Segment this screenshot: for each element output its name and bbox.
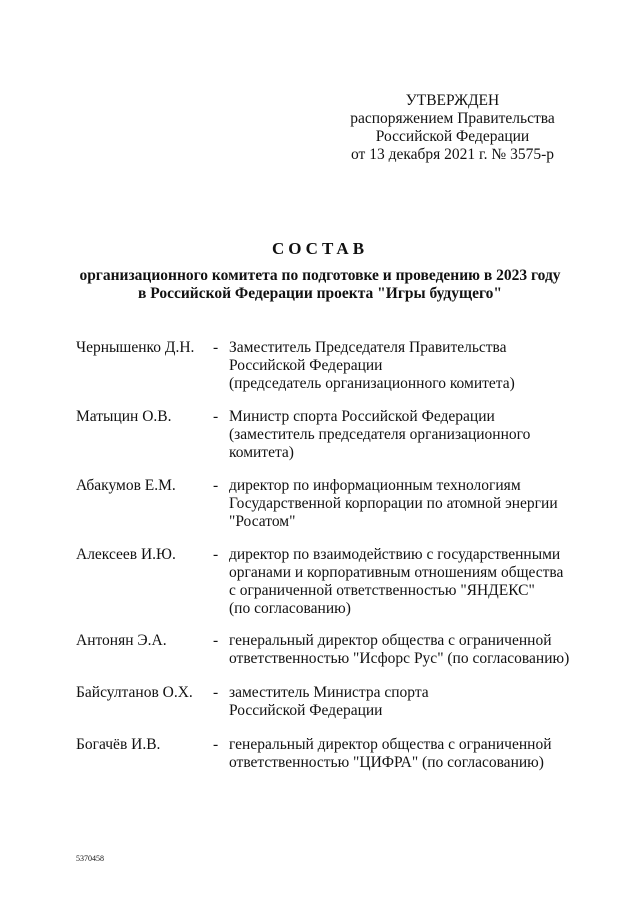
member-role: [229, 546, 569, 618]
member-role-line: Заместитель Председателя Правительства: [229, 339, 507, 356]
member-name: Матыцин О.В.: [76, 408, 172, 425]
member-name: Байсултанов О.Х.: [76, 684, 193, 701]
member-row: [76, 408, 616, 477]
member-role: [229, 477, 569, 531]
member-role-line: с ограниченной ответственностью "ЯНДЕКС": [229, 582, 535, 599]
document-heading: [40, 240, 600, 303]
member-row: [76, 736, 616, 776]
document-code: 5370458: [76, 854, 104, 863]
member-dash: -: [213, 546, 219, 563]
member-role: [229, 736, 569, 772]
member-role-line: (по согласованию): [229, 600, 351, 617]
document-title: СОСТАВ: [271, 239, 369, 258]
member-name: Чернышенко Д.Н.: [76, 339, 195, 356]
member-role-line: Российской Федерации: [229, 702, 383, 719]
member-row: [76, 684, 616, 736]
member-role: [229, 684, 569, 720]
member-dash: -: [213, 632, 219, 649]
member-name: Алексеев И.Ю.: [76, 546, 176, 563]
member-dash: -: [213, 339, 219, 356]
member-role-line: (председатель организационного комитета): [229, 375, 515, 392]
member-role-line: Министр спорта Российской Федерации: [229, 408, 495, 425]
member-role-line: комитета): [229, 444, 294, 461]
member-dash: -: [213, 408, 219, 425]
document-subtitle-line: в Российской Федерации проекта "Игры будущего": [138, 285, 502, 302]
approval-line: от 13 декабря 2021 г. № 3575-р: [351, 146, 554, 163]
member-dash: -: [213, 736, 219, 753]
member-role: [229, 408, 569, 462]
member-role-line: органами и корпоративным отношениям общества: [229, 564, 564, 581]
member-role-line: (заместитель председателя организационного: [229, 426, 531, 443]
member-role-line: генеральный директор общества с ограниченной: [229, 632, 552, 649]
approval-line: Российской Федерации: [375, 128, 530, 145]
member-row: [76, 477, 616, 546]
approval-title: УТВЕРЖДЕН: [405, 92, 500, 109]
approval-block: [300, 92, 605, 164]
member-dash: -: [213, 477, 219, 494]
member-row: [76, 632, 616, 684]
member-role-line: "Росатом": [229, 513, 296, 530]
member-name: Абакумов Е.М.: [76, 477, 176, 494]
member-role-line: ответственностью "ЦИФРА" (по согласованию): [229, 754, 544, 771]
member-row: [76, 339, 616, 408]
member-role: [229, 339, 569, 393]
member-role-line: генеральный директор общества с ограниченной: [229, 736, 552, 753]
member-role-line: директор по взаимодействию с государственными: [229, 546, 561, 563]
member-dash: -: [213, 684, 219, 701]
member-name: Богачёв И.В.: [76, 736, 161, 753]
approval-line: распоряжением Правительства: [350, 110, 555, 127]
member-row: [76, 546, 616, 632]
member-role-line: ответственностью "Исфорс Рус" (по согласованию): [229, 650, 570, 667]
member-role: [229, 632, 569, 668]
member-role-line: директор по информационным технологиям: [229, 477, 521, 494]
member-role-line: Государственной корпорации по атомной энергии: [229, 495, 558, 512]
member-name: Антонян Э.А.: [76, 632, 167, 649]
member-role-line: Российской Федерации: [229, 357, 383, 374]
members-list: [76, 339, 616, 776]
document-subtitle-line: организационного комитета по подготовке и проведению в 2023 году: [79, 267, 561, 284]
member-role-line: заместитель Министра спорта: [229, 684, 429, 701]
